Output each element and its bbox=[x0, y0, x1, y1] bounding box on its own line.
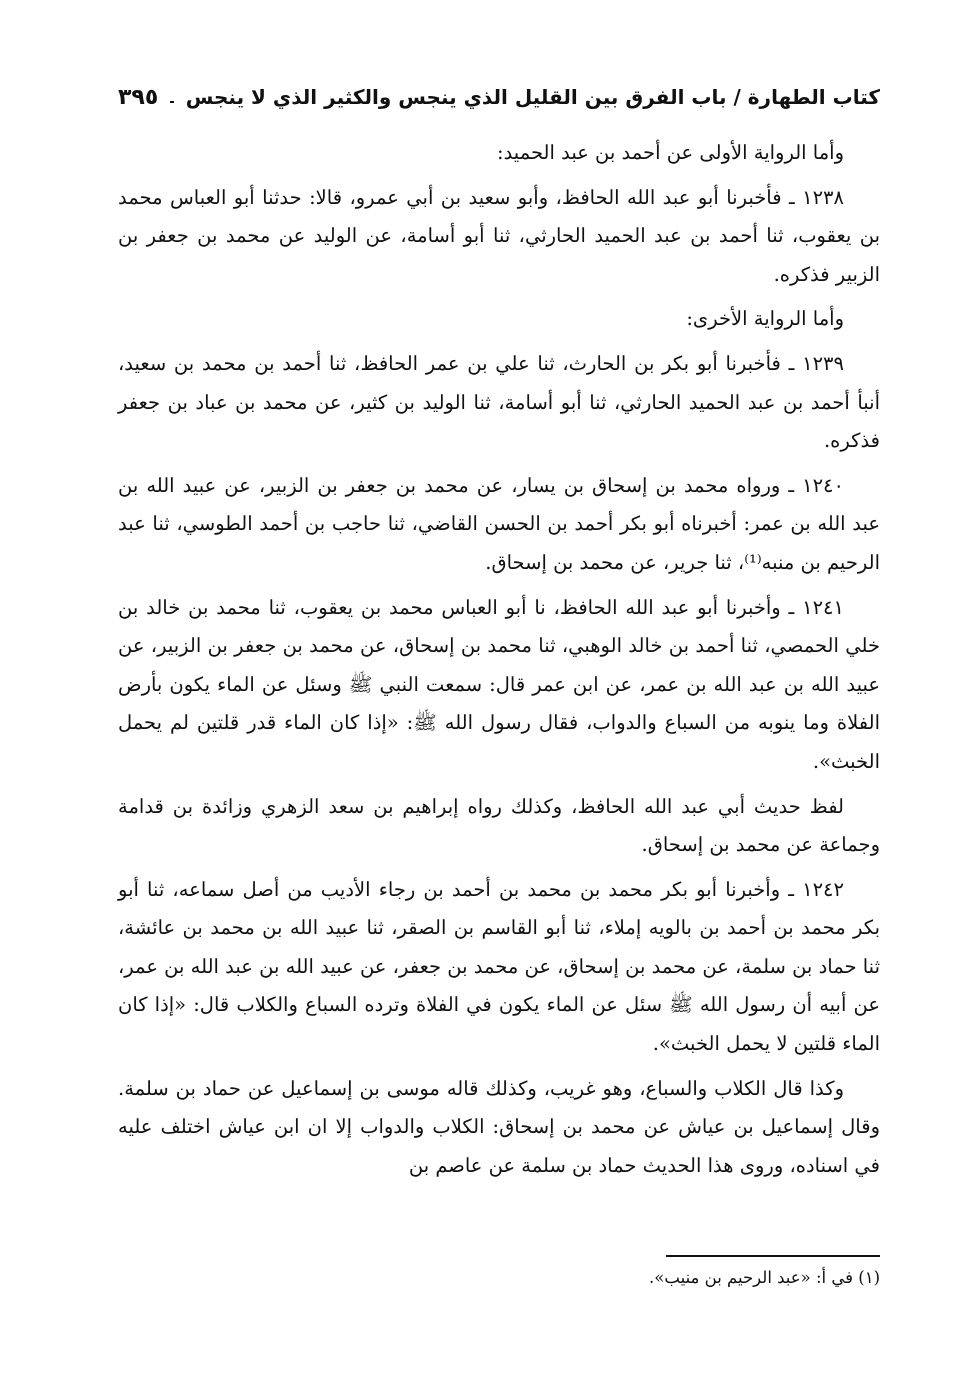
main-text bbox=[118, 134, 880, 1185]
paragraph: وأما الرواية الأولى عن أحمد بن عبد الحميد: bbox=[497, 141, 844, 164]
header-rule bbox=[170, 101, 173, 103]
page-number: ٣٩٥ bbox=[118, 84, 159, 110]
footnote: (١) في أ: «عبد الرحيم بن منيب». bbox=[649, 1268, 880, 1287]
footnote-divider bbox=[666, 1255, 880, 1257]
running-header bbox=[118, 72, 880, 122]
paragraph: لفظ حديث أبي عبد الله الحافظ، وكذلك رواه إبراهيم بن سعد الزهري وزائدة بن قدامة وجماعة عن محمد بن إسحاق. bbox=[118, 794, 880, 857]
paragraph: ١٢٣٩ ـ فأخبرنا أبو بكر بن الحارث، ثنا علي بن عمر الحافظ، ثنا أحمد بن محمد بن سعيد، أنبأ أحمد بن عبد الحميد الحارثي، ثنا أبو أسامة، ثنا الوليد بن كثير، عن محمد بن عباد بن جعفر فذكره. bbox=[118, 351, 880, 453]
paragraph: ١٢٤٢ ـ وأخبرنا أبو بكر محمد بن محمد بن أحمد بن رجاء الأديب من أصل سماعه، ثنا أبو بكر محمد بن أحمد بن بالويه إملاء، ثنا أبو القاسم بن الصقر، ثنا عبيد الله بن محمد بن عائشة، ثنا حماد بن سلمة، عن محمد بن إسحاق، عن محمد بن جعفر، عن عبيد الله بن عبد الله بن عمر، عن أبيه أن رسول الله ﷺ سئل عن الماء يكون في الفلاة وترده السباع والكلاب قال: «إذا كان الماء قلتين لا يحمل الخبث». bbox=[118, 877, 880, 1056]
paragraph: وأما الرواية الأخرى: bbox=[686, 307, 844, 331]
paragraph: وكذا قال الكلاب والسباع، وهو غريب، وكذلك قاله موسى بن إسماعيل عن حماد بن سلمة. وقال إسماعيل بن عياش عن محمد بن إسحاق: الكلاب والدواب إلا ان ابن عياش اختلف عليه في اسناده، وروى هذا الحديث حماد بن سلمة عن عاصم بن bbox=[118, 1076, 880, 1177]
paragraph: ١٢٣٨ ـ فأخبرنا أبو عبد الله الحافظ، وأبو سعيد بن أبي عمرو، قالا: حدثنا أبو العباس محمد بن يعقوب، ثنا أحمد بن عبد الحميد الحارثي، ثنا أبو أسامة، عن الوليد عن محمد بن جعفر بن الزبير فذكره. bbox=[118, 185, 880, 286]
paragraph: ١٢٤٠ ـ ورواه محمد بن إسحاق بن يسار، عن محمد بن جعفر بن الزبير، عن عبيد الله بن عبد الله بن عمر: أخبرناه أبو بكر أحمد بن الحسن القاضي، ثنا حاجب بن أحمد الطوسي، ثنا عبد الرحيم بن منبه⁽¹⁾، ثنا جرير، عن محمد بن إسحاق. bbox=[118, 473, 880, 574]
header-title: كتاب الطهارة / باب الفرق بين القليل الذي ينجس والكثير الذي لا ينجس bbox=[185, 85, 880, 109]
paragraph: ١٢٤١ ـ وأخبرنا أبو عبد الله الحافظ، نا أبو العباس محمد بن يعقوب، ثنا محمد بن خالد بن خلي الحمصي، ثنا أحمد بن خالد الوهبي، ثنا محمد بن إسحاق، عن محمد بن جعفر بن الزبير، عن عبيد الله بن عبد الله بن عمر، عن ابن عمر قال: سمعت النبي ﷺ وسئل عن الماء يكون بأرض الفلاة وما ينوبه من السباع والدواب، فقال رسول الله ﷺ: «إذا كان الماء قدر قلتين لم يحمل الخبث». bbox=[118, 595, 880, 773]
